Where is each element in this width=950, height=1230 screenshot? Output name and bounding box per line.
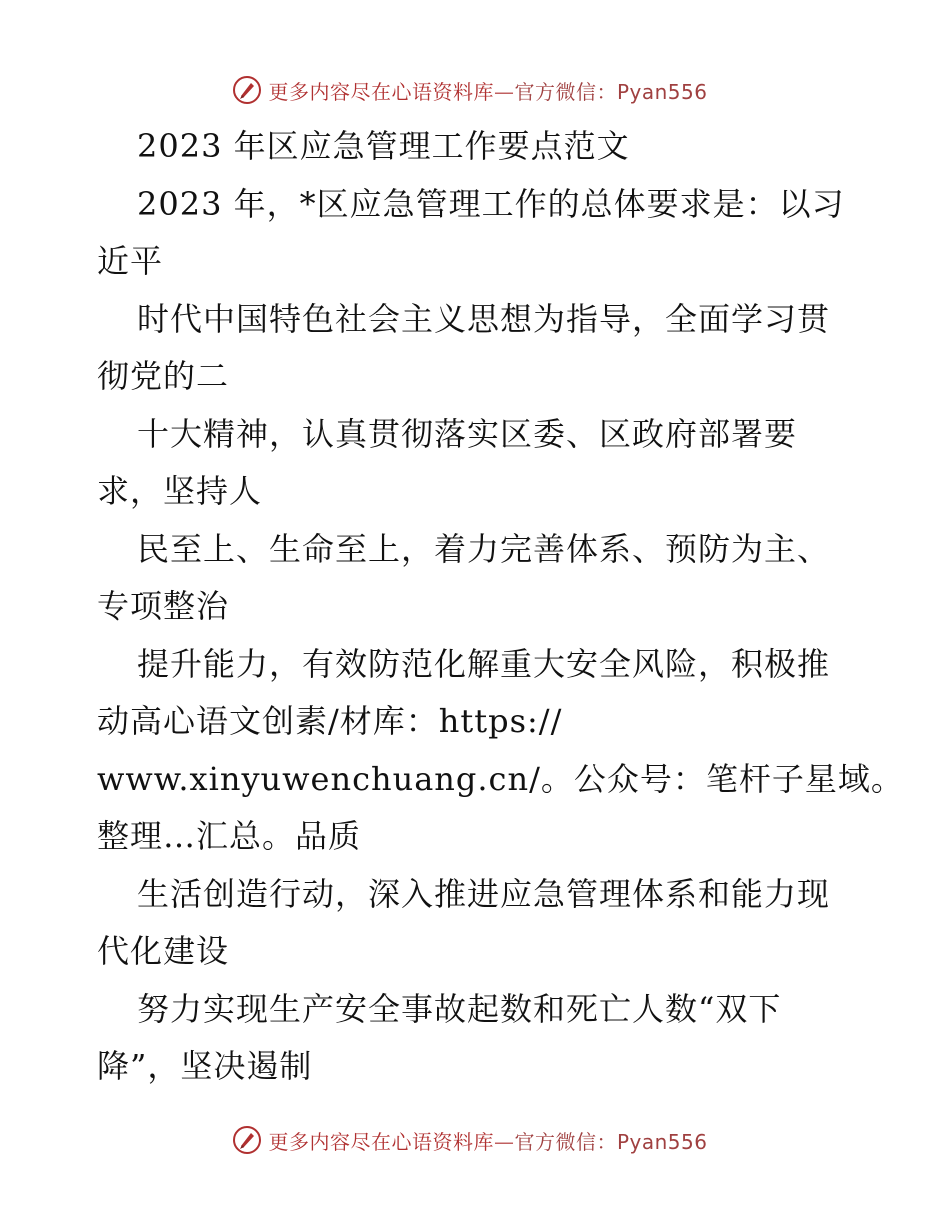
banner-wechat: 官方微信：Pyan556 [514,79,708,104]
paragraph-line: 生活创造行动，深入推进应急管理体系和能力现 [137,874,831,913]
paragraph-line: 近平 [97,242,164,280]
paragraph-line: 提升能力，有效防范化解重大安全风险，积极推 [137,644,831,683]
document-title: 2023 年区应急管理工作要点范文 [137,127,630,165]
banner-brand: 更多内容尽在心语资料库 [268,79,494,104]
banner-dash: — [493,79,515,104]
banner-wechat: 官方微信：Pyan556 [514,1129,708,1154]
paragraph-line: 求，坚持人 [97,472,263,510]
paragraph-line: 代化建设 [97,932,230,970]
paragraph-line: 整理…汇总。品质 [97,817,362,855]
pen-nib-logo-icon [232,1125,262,1155]
banner-brand: 更多内容尽在心语资料库 [268,1129,494,1154]
pen-nib-logo-icon [232,75,262,105]
paragraph-line: 时代中国特色社会主义思想为指导，全面学习贯 [137,299,831,338]
paragraph-line: 彻党的二 [97,357,230,395]
banner-dash: — [493,1129,515,1154]
paragraph-line: 动高心语文创素/材库：https:// [97,702,563,740]
header-banner-text [268,76,707,105]
paragraph-line: 专项整治 [97,587,230,625]
document-body [97,118,904,1096]
footer-banner-text [268,1126,707,1155]
paragraph-line: 十大精神，认真贯彻落实区委、区政府部署要 [137,414,798,453]
header-banner [0,70,950,110]
paragraph-line: 努力实现生产安全事故起数和死亡人数“双下 [137,989,782,1028]
header-banner-content [232,75,707,105]
paragraph-line: 降”，坚决遏制 [97,1047,313,1085]
paragraph-line: 2023 年，*区应急管理工作的总体要求是：以习 [137,184,845,223]
footer-banner-content [232,1125,707,1155]
footer-banner [0,1120,950,1160]
paragraph-line: 民至上、生命至上，着力完善体系、预防为主、 [137,529,831,568]
paragraph-line: www.xinyuwenchuang.cn/。公众号：笔杆子星域。 [97,759,904,798]
